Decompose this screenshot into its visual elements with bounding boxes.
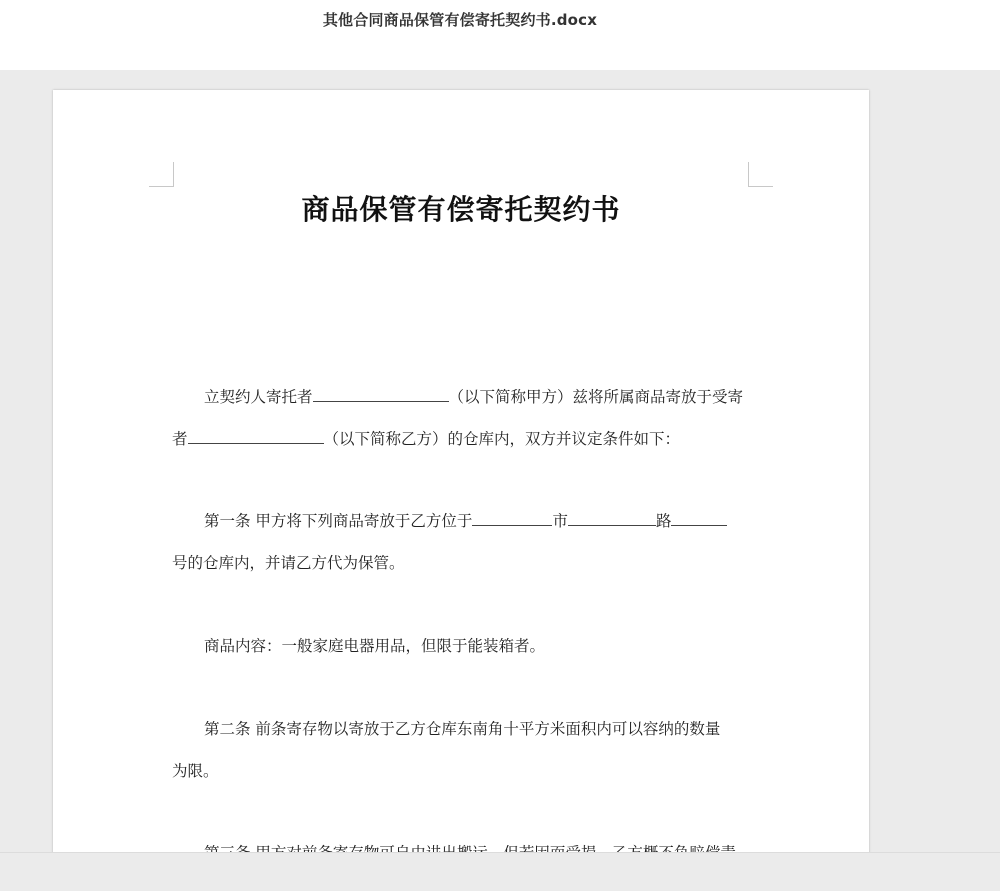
- text-run: 第一条 甲方将下列商品寄放于乙方位于: [204, 512, 473, 530]
- paragraph-line: [172, 418, 752, 460]
- paragraph-line: 第二条 前条寄存物以寄放于乙方仓库东南角十平方米面积内可以容纳的数量: [204, 720, 721, 738]
- paragraph-goods-content: [172, 625, 752, 667]
- paragraph-line: 号的仓库内，并请乙方代为保管。: [172, 554, 405, 572]
- title-bar: [0, 0, 1000, 70]
- text-run: 立契约人寄托者: [204, 388, 313, 406]
- document-workspace[interactable]: [0, 70, 1000, 852]
- fill-in-blank: [313, 387, 449, 402]
- paragraph-line: 商品内容：一般家庭电器用品，但限于能装箱者。: [204, 637, 546, 655]
- status-bar: [0, 852, 1000, 891]
- fill-in-blank: [472, 511, 552, 526]
- paragraph-line: [172, 500, 752, 542]
- text-run: （以下简称甲方）兹将所属商品寄放于受寄: [448, 388, 744, 406]
- text-run: 者: [172, 430, 188, 448]
- crop-mark-top-left: [149, 162, 174, 187]
- document-file-name: 其他合同商品保管有偿寄托契约书.docx: [322, 11, 598, 29]
- text-run: （以下简称乙方）的仓库内，双方并议定条件如下：: [323, 430, 681, 448]
- fill-in-blank: [188, 429, 324, 444]
- paragraph-article-2: [172, 708, 752, 792]
- paragraph-line: 为限。: [172, 762, 219, 780]
- text-run: 市: [552, 512, 568, 530]
- paragraph-preamble: [172, 376, 752, 460]
- paragraph-article-1: [172, 500, 752, 584]
- fill-in-blank: [568, 511, 656, 526]
- text-run: 路: [655, 512, 672, 530]
- document-title: 商品保管有偿寄托契约书: [301, 193, 621, 226]
- document-page[interactable]: [53, 90, 869, 890]
- fill-in-blank: [671, 511, 727, 526]
- paragraph-line: [172, 376, 752, 418]
- crop-mark-top-right: [748, 162, 773, 187]
